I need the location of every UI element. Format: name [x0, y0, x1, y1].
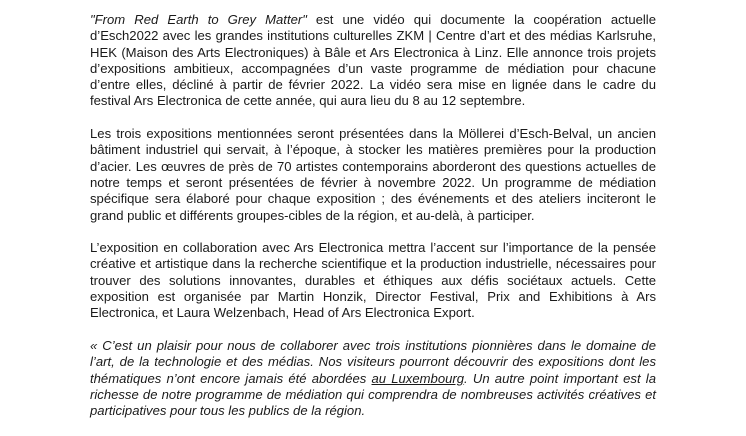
document-page	[90, 12, 656, 436]
paragraph-video-intro	[90, 12, 656, 110]
paragraph-exhibitions	[90, 126, 656, 224]
paragraph-text: L’exposition en collaboration avec Ars Electronica mettra l’accent sur l’importance de la pensée créative et artistique dans la recherche scientifique et la production industrielle, nécessaires pour trouver des solutions innovantes, durables et éthiques aux défis sociétaux actuels. Cette exposition est organisée par Martin Honzik, Director Festival, Prix and Exhibitions à Ars Electronica, et Laura Welzenbach, Head of Ars Electronica Export.	[90, 240, 656, 321]
quote-underlined-text: au Luxembourg	[371, 370, 465, 386]
paragraph-text: est une vidéo qui documente la coopération actuelle d’Esch2022 avec les grandes institutions culturelles ZKM | Centre d’art et des médias Karlsruhe, HEK (Maison des Arts Electroniques) à Bâle et Ars Electronica à Linz. Elle annonce trois projets d’expositions ambitieux, accompagnées d’un vaste programme de médiation pour chacune d’entre elles, décliné à partir de février 2022. La vidéo sera mise en lignée dans le cadre du festival Ars Electronica de cette année, qui aura lieu du 8 au 12 septembre.	[90, 12, 656, 109]
video-title: "From Red Earth to Grey Matter"	[90, 12, 307, 27]
paragraph-ars-electronica	[90, 240, 656, 321]
quote-text-start: « C’est un plaisir pour nous de collaborer avec trois institutions pionnières dans le domaine de l’art, de la technologie et des médias. Nos visiteurs pourront découvrir des expositions dont les thématiques n’ont encore jamais été abordées	[90, 337, 656, 386]
paragraph-text: Les trois expositions mentionnées seront présentées dans la Möllerei d’Esch-Belval, un ancien bâtiment industriel qui servait, à l’époque, à stocker les matières premières pour la production d’acier. Les œuvres de près de 70 artistes contemporains aborderont des questions actuelles de notre temps et seront présentées de février à novembre 2022. Un programme de médiation spécifique sera élaboré pour chaque exposition ; des événements et des ateliers inciteront le grand public et différents groupes-cibles de la région, et au-delà, à participer.	[90, 126, 656, 223]
paragraph-quote	[90, 338, 656, 419]
quote-text-end: . Un autre point important est la richesse de notre programme de médiation qui comprendra de nombreuses activités créatives et participatives pour tous les publics de la région.	[90, 370, 656, 419]
